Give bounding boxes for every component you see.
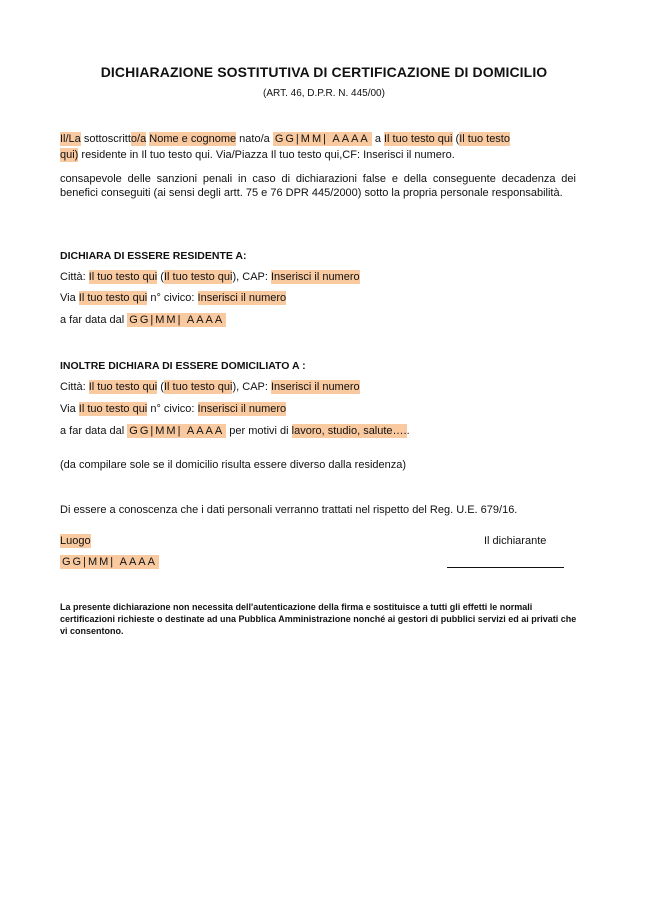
footer-note: La presente dichiarazione non necessita dell'autenticazione della firma e sostituisce a tutti gli effetti le normali certificazioni richieste o destinate ad una Pubblica Amministrazione nonché ai gestori di pubblici servizi ed ai privati che vi consentono. bbox=[60, 602, 577, 636]
field-provincia-nascita-a[interactable]: Il tuo testo bbox=[459, 133, 510, 145]
field-domicilio-civico[interactable]: Inserisci il numero bbox=[197, 403, 287, 415]
field-nome-cognome[interactable]: Nome e cognome bbox=[149, 133, 237, 145]
document-title: DICHIARAZIONE SOSTITUTIVA DI CERTIFICAZIONE DI DOMICILIO bbox=[100, 64, 548, 80]
field-residenza-cap[interactable]: Inserisci il numero bbox=[270, 271, 360, 283]
dichiarante-label: Il dichiarante bbox=[484, 535, 547, 547]
field-domicilio-cap[interactable]: Inserisci il numero bbox=[270, 381, 360, 393]
field-domicilio-citta[interactable]: Il tuo testo qui bbox=[88, 381, 158, 393]
field-residenza-civico[interactable]: Inserisci il numero bbox=[197, 292, 287, 304]
consapevole-paragraph: consapevole delle sanzioni penali in caso di dichiarazioni false e della conseguente decadenza dei benefici conseguiti (ai sensi degli artt. 75 e 76 DPR 445/2000) sotto la propria personale responsabilità. bbox=[60, 173, 576, 199]
document-subtitle: (ART. 46, D.P.R. N. 445/00) bbox=[263, 88, 385, 99]
field-residenza-data[interactable]: GG|MM| AAAA bbox=[129, 314, 225, 326]
residenza-data-line: a far data dal GG|MM| AAAA bbox=[60, 314, 225, 326]
residenza-via-line: Via Il tuo testo qui n° civico: Inserisci il numero bbox=[60, 292, 287, 304]
privacy-statement: Di essere a conoscenza che i dati personali verranno trattati nel rispetto del Reg. U.E. 679/16. bbox=[60, 504, 518, 516]
field-domicilio-data[interactable]: GG|MM| AAAA bbox=[129, 425, 225, 437]
domicilio-via-line: Via Il tuo testo qui n° civico: Inserisci il numero bbox=[60, 403, 287, 415]
field-domicilio-motivi[interactable]: lavoro, studio, salute…. bbox=[291, 425, 407, 437]
field-domicilio-provincia[interactable]: Il tuo testo qui bbox=[163, 381, 233, 393]
domicilio-citta-line: Città: Il tuo testo qui (Il tuo testo qui), CAP: Inserisci il numero bbox=[60, 381, 360, 393]
field-residenza-provincia[interactable]: Il tuo testo qui bbox=[163, 271, 233, 283]
domicilio-heading: INOLTRE DICHIARA DI ESSERE DOMICILIATO A : bbox=[60, 360, 306, 372]
field-domicilio-via[interactable]: Il tuo testo qui bbox=[78, 403, 148, 415]
domicilio-data-line: a far data dal GG|MM| AAAA per motivi di lavoro, studio, salute….. bbox=[60, 425, 410, 437]
field-residenza-via[interactable]: Il tuo testo qui bbox=[78, 292, 148, 304]
field-data-nascita[interactable]: GG|MM| AAAA bbox=[274, 133, 370, 145]
intro-line-1: Il/La sottoscritto/a Nome e cognome nato/a GG|MM| AAAA a Il tuo testo qui (Il tuo testo bbox=[60, 133, 510, 145]
nota-compilare: (da compilare sole se il domicilio risulta essere diverso dalla residenza) bbox=[60, 459, 407, 471]
signature-line[interactable] bbox=[447, 567, 564, 568]
intro-line-2: qui) residente in Il tuo testo qui. Via/Piazza Il tuo testo qui,CF: Inserisci il numero. bbox=[60, 149, 455, 161]
field-residenza-citta[interactable]: Il tuo testo qui bbox=[88, 271, 158, 283]
field-provincia-nascita-b[interactable]: qui) bbox=[60, 149, 79, 161]
residenza-heading: DICHIARA DI ESSERE RESIDENTE A: bbox=[60, 250, 247, 262]
field-luogo[interactable]: Luogo bbox=[60, 535, 91, 547]
field-o-a[interactable]: o/a bbox=[130, 133, 147, 145]
field-firma-data[interactable]: GG|MM| AAAA bbox=[62, 556, 157, 568]
field-luogo-nascita[interactable]: Il tuo testo qui bbox=[384, 133, 453, 145]
residenza-citta-line: Città: Il tuo testo qui (Il tuo testo qui), CAP: Inserisci il numero bbox=[60, 271, 360, 283]
field-il-la[interactable]: Il/La bbox=[60, 133, 81, 145]
